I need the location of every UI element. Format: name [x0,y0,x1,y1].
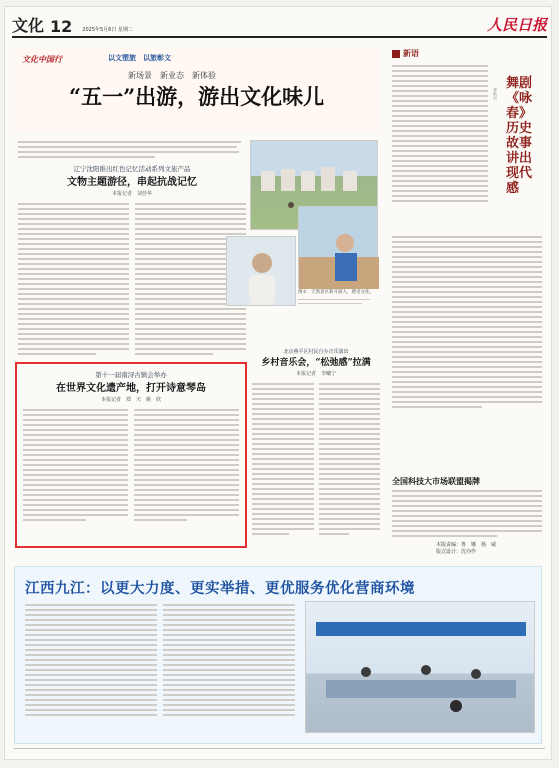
article-liaoning [18,138,246,358]
column-byline: 李洪兴 [493,88,498,100]
feature-banner [14,48,379,132]
article-beijing [252,348,380,538]
issue-date: 2025年5月6日 星期二 [82,27,133,33]
bottom-headline: 江西九江：以更大力度、更实举措、更优服务优化营商环境 [25,581,415,597]
article-title: 乡村音乐会，“松弛感”拉满 [261,358,371,368]
column-marker-icon [392,50,400,58]
bottom-feature [14,566,542,744]
photo-caption [298,290,378,307]
column-label [392,48,419,59]
editor-info [436,542,496,556]
article-title: 在世界文化遗产地，打开诗意琴岛 [56,383,206,394]
editors-line: 本版责编：鲁 娜 杨 威 [436,542,497,548]
banner-tagline: 新场景 新业态 新体验 [128,71,216,80]
article-title: 文物主题游径，串起抗战记忆 [67,177,197,188]
main-headline: “五一”出游，游出文化味儿 [69,84,325,109]
photo-tourists [226,236,296,306]
news-brief [392,476,542,540]
article-byline: 本报记者 李曦宁 [295,371,336,377]
layout-designer-line: 版式设计：沈亦伶 [436,549,477,555]
article-subhead: 北京燕平区村民自办音乐演出 [283,349,349,355]
article-subhead: 辽宁沈阳推出红色记忆活动系列文旅产品 [73,165,191,173]
bottom-body [25,601,295,719]
page-footer-rule [14,748,545,749]
column-title: 舞剧《咏春》历史故事讲出现代感 [506,76,533,196]
right-column [392,48,542,458]
article-byline: 本报记者 郑 天 姚 欣 [100,397,161,403]
banner-slogan: 以文塑旅 以旅彰文 [108,54,171,62]
photo-service-hall [305,601,535,733]
masthead-logo: 人民日报 [486,16,547,34]
brand-logo: 文化中国行 [22,55,62,64]
brief-title: 全国科技大市场联盟揭牌 [392,476,480,486]
section-name: 文化 [12,16,45,35]
column-label-text: 新语 [403,49,419,58]
caption-text: 图①：天然景区新开游人，感受文化。 [298,290,375,295]
article-byline: 本报记者 刘佳华 [111,191,152,197]
child-scene-icon [299,207,379,289]
page-number: 12 [50,17,73,36]
visitors-scene-icon [227,237,297,307]
article-subhead: 第十一届南浔古镇会举办 [95,371,167,379]
service-hall-scene-icon [306,602,536,734]
photo-child [298,206,378,288]
highlighted-article[interactable] [15,362,247,548]
page-header [12,16,547,38]
